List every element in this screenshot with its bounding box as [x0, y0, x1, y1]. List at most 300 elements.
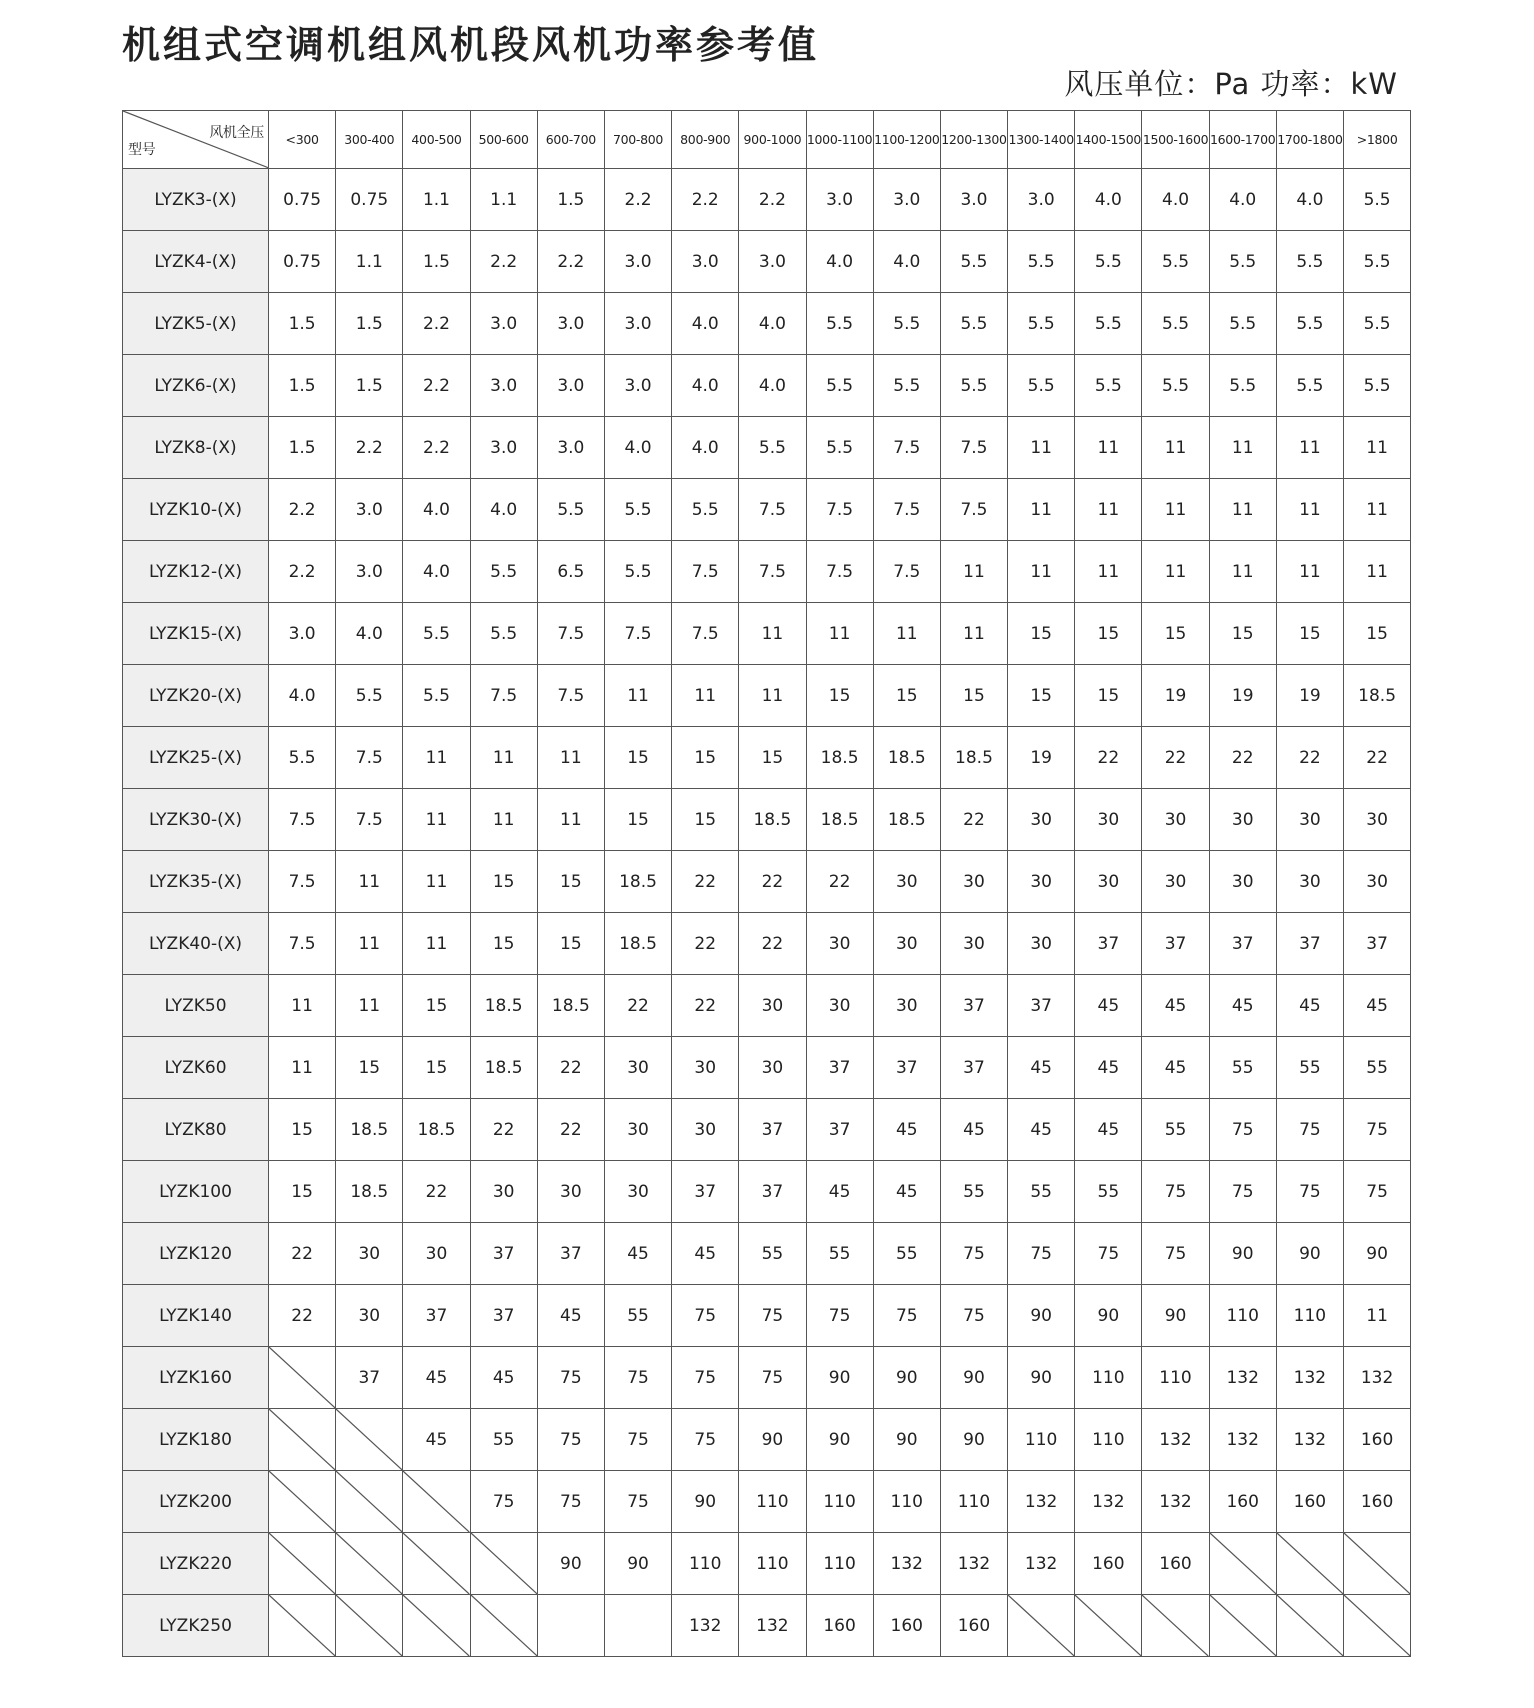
power-value-cell: 3.0	[470, 417, 537, 479]
model-cell: LYZK4-(X)	[123, 231, 269, 293]
power-value-cell: 1.5	[269, 417, 336, 479]
power-value-cell: 11	[604, 665, 671, 727]
not-applicable-diagonal	[1008, 1595, 1074, 1656]
power-value-cell: 45	[873, 1161, 940, 1223]
power-value-cell: 45	[1344, 975, 1411, 1037]
power-value-cell: 45	[1075, 975, 1142, 1037]
not-applicable-diagonal	[1210, 1595, 1276, 1656]
power-value-cell: 4.0	[806, 231, 873, 293]
not-applicable-diagonal	[1344, 1595, 1410, 1656]
power-value-cell: 5.5	[1209, 355, 1276, 417]
power-value-cell: 11	[403, 727, 470, 789]
power-value-cell: 110	[672, 1533, 739, 1595]
power-value-cell: 90	[1209, 1223, 1276, 1285]
power-value-cell: 5.5	[1142, 231, 1209, 293]
power-value-cell: 11	[739, 665, 806, 727]
power-value-cell: 3.0	[537, 417, 604, 479]
power-value-cell: 1.5	[336, 293, 403, 355]
power-value-cell: 7.5	[269, 851, 336, 913]
power-value-cell: 19	[1142, 665, 1209, 727]
power-value-cell: 55	[1142, 1099, 1209, 1161]
power-value-cell: 19	[1209, 665, 1276, 727]
not-applicable-cell	[470, 1533, 537, 1595]
power-value-cell: 4.0	[873, 231, 940, 293]
power-value-cell: 75	[1209, 1099, 1276, 1161]
power-value-cell: 132	[1008, 1471, 1075, 1533]
power-value-cell: 45	[1075, 1037, 1142, 1099]
power-value-cell: 18.5	[1344, 665, 1411, 727]
table-row	[123, 541, 1411, 603]
power-value-cell: 4.0	[470, 479, 537, 541]
power-value-cell: 75	[1142, 1161, 1209, 1223]
power-value-cell: 37	[336, 1347, 403, 1409]
power-value-cell: 110	[1075, 1409, 1142, 1471]
power-value-cell: 0.75	[269, 231, 336, 293]
power-value-cell: 132	[1142, 1409, 1209, 1471]
power-value-cell: 15	[403, 975, 470, 1037]
power-value-cell: 1.5	[269, 293, 336, 355]
power-value-cell: 3.0	[336, 541, 403, 603]
power-value-cell: 4.0	[672, 293, 739, 355]
table-row	[123, 851, 1411, 913]
power-value-cell: 18.5	[806, 727, 873, 789]
model-cell: LYZK30-(X)	[123, 789, 269, 851]
pressure-column-header: 1200-1300	[940, 111, 1007, 169]
table-row	[123, 1223, 1411, 1285]
not-applicable-diagonal	[336, 1533, 402, 1594]
power-value-cell: 5.5	[1142, 293, 1209, 355]
power-value-cell: 3.0	[672, 231, 739, 293]
fan-pressure-header-label: 风机全压	[209, 125, 264, 141]
power-value-cell: 22	[269, 1223, 336, 1285]
power-value-cell: 55	[604, 1285, 671, 1347]
not-applicable-cell	[1209, 1533, 1276, 1595]
power-value-cell: 7.5	[739, 479, 806, 541]
power-value-cell: 5.5	[269, 727, 336, 789]
power-value-cell: 15	[1142, 603, 1209, 665]
power-value-cell: 55	[1344, 1037, 1411, 1099]
power-value-cell: 45	[403, 1347, 470, 1409]
power-value-cell: 5.5	[672, 479, 739, 541]
power-value-cell: 45	[1142, 975, 1209, 1037]
power-value-cell: 18.5	[336, 1161, 403, 1223]
power-value-cell: 4.0	[672, 417, 739, 479]
power-value-cell: 45	[470, 1347, 537, 1409]
power-value-cell: 75	[604, 1409, 671, 1471]
table-row	[123, 1099, 1411, 1161]
power-value-cell: 45	[672, 1223, 739, 1285]
model-cell: LYZK250	[123, 1595, 269, 1657]
power-value-cell: 30	[336, 1223, 403, 1285]
model-cell: LYZK20-(X)	[123, 665, 269, 727]
power-value-cell: 2.2	[269, 479, 336, 541]
power-value-cell: 5.5	[940, 293, 1007, 355]
power-value-cell: 110	[739, 1471, 806, 1533]
power-value-cell: 5.5	[1008, 355, 1075, 417]
power-value-cell: 90	[873, 1347, 940, 1409]
power-value-cell: 4.0	[604, 417, 671, 479]
pressure-column-header: 1700-1800	[1276, 111, 1343, 169]
power-value-cell: 11	[1344, 541, 1411, 603]
power-value-cell: 30	[1142, 851, 1209, 913]
power-value-cell: 37	[1142, 913, 1209, 975]
table-row	[123, 479, 1411, 541]
power-value-cell: 110	[940, 1471, 1007, 1533]
power-value-cell: 110	[1276, 1285, 1343, 1347]
not-applicable-cell	[470, 1595, 537, 1657]
power-value-cell: 90	[1008, 1347, 1075, 1409]
power-value-cell: 75	[739, 1285, 806, 1347]
not-applicable-cell	[1344, 1595, 1411, 1657]
not-applicable-diagonal	[403, 1595, 469, 1656]
not-applicable-cell	[403, 1533, 470, 1595]
power-value-cell: 22	[672, 851, 739, 913]
power-value-cell: 22	[672, 913, 739, 975]
power-value-cell: 110	[1209, 1285, 1276, 1347]
power-value-cell: 5.5	[1008, 293, 1075, 355]
pressure-column-header: 1500-1600	[1142, 111, 1209, 169]
power-value-cell: 5.5	[806, 355, 873, 417]
power-value-cell: 2.2	[537, 231, 604, 293]
power-value-cell: 30	[806, 975, 873, 1037]
table-row	[123, 1037, 1411, 1099]
not-applicable-cell	[1276, 1595, 1343, 1657]
power-value-cell: 11	[1008, 541, 1075, 603]
power-value-cell: 75	[537, 1347, 604, 1409]
model-cell: LYZK120	[123, 1223, 269, 1285]
power-value-cell: 11	[269, 975, 336, 1037]
not-applicable-diagonal	[269, 1471, 335, 1532]
power-value-cell: 7.5	[672, 603, 739, 665]
fan-power-table-container	[122, 110, 1411, 1657]
power-value-cell: 75	[672, 1285, 739, 1347]
pressure-column-header: 500-600	[470, 111, 537, 169]
power-value-cell: 110	[1008, 1409, 1075, 1471]
power-value-cell: 22	[739, 851, 806, 913]
power-value-cell: 37	[1276, 913, 1343, 975]
power-value-cell: 22	[1142, 727, 1209, 789]
power-value-cell: 15	[604, 789, 671, 851]
power-value-cell: 22	[739, 913, 806, 975]
power-value-cell: 37	[873, 1037, 940, 1099]
power-value-cell: 19	[1008, 727, 1075, 789]
power-value-cell: 2.2	[336, 417, 403, 479]
power-value-cell: 15	[672, 789, 739, 851]
power-value-cell: 7.5	[537, 603, 604, 665]
power-value-cell: 75	[1344, 1099, 1411, 1161]
power-value-cell: 15	[1075, 665, 1142, 727]
model-cell: LYZK8-(X)	[123, 417, 269, 479]
power-value-cell: 30	[1008, 913, 1075, 975]
not-applicable-diagonal	[336, 1471, 402, 1532]
not-applicable-cell	[269, 1533, 336, 1595]
power-value-cell: 75	[672, 1409, 739, 1471]
power-value-cell: 7.5	[873, 479, 940, 541]
power-value-cell: 37	[806, 1099, 873, 1161]
power-value-cell: 2.2	[403, 417, 470, 479]
power-value-cell: 15	[269, 1099, 336, 1161]
power-value-cell: 37	[806, 1037, 873, 1099]
power-value-cell: 11	[1075, 479, 1142, 541]
power-value-cell: 5.5	[1008, 231, 1075, 293]
power-value-cell: 132	[1344, 1347, 1411, 1409]
power-value-cell: 7.5	[672, 541, 739, 603]
pressure-column-header: 800-900	[672, 111, 739, 169]
power-value-cell: 11	[403, 913, 470, 975]
power-value-cell: 11	[1142, 541, 1209, 603]
power-value-cell: 7.5	[873, 417, 940, 479]
power-value-cell: 5.5	[1344, 169, 1411, 231]
power-value-cell: 90	[1008, 1285, 1075, 1347]
pressure-column-header: 900-1000	[739, 111, 806, 169]
power-value-cell: 4.0	[1142, 169, 1209, 231]
power-value-cell: 1.5	[336, 355, 403, 417]
power-value-cell: 30	[739, 1037, 806, 1099]
power-value-cell: 30	[537, 1161, 604, 1223]
power-value-cell: 18.5	[470, 1037, 537, 1099]
power-value-cell: 4.0	[403, 541, 470, 603]
power-value-cell: 15	[806, 665, 873, 727]
power-value-cell: 11	[1209, 479, 1276, 541]
power-value-cell: 22	[1344, 727, 1411, 789]
pressure-column-header: 700-800	[604, 111, 671, 169]
power-value-cell: 55	[739, 1223, 806, 1285]
power-value-cell: 5.5	[1276, 355, 1343, 417]
not-applicable-cell	[269, 1347, 336, 1409]
power-value-cell: 18.5	[537, 975, 604, 1037]
not-applicable-cell	[336, 1533, 403, 1595]
power-value-cell: 132	[940, 1533, 1007, 1595]
power-value-cell: 30	[1209, 789, 1276, 851]
power-value-cell: 45	[537, 1285, 604, 1347]
power-value-cell: 15	[1209, 603, 1276, 665]
table-row	[123, 1347, 1411, 1409]
model-header-label: 型号	[128, 142, 156, 158]
power-value-cell: 55	[1008, 1161, 1075, 1223]
power-value-cell: 11	[336, 913, 403, 975]
table-row	[123, 1595, 1411, 1657]
power-value-cell: 30	[672, 1099, 739, 1161]
model-cell: LYZK60	[123, 1037, 269, 1099]
power-value-cell: 132	[1142, 1471, 1209, 1533]
power-value-cell: 75	[1075, 1223, 1142, 1285]
model-cell: LYZK40-(X)	[123, 913, 269, 975]
power-value-cell: 2.2	[672, 169, 739, 231]
power-value-cell: 2.2	[403, 293, 470, 355]
power-value-cell: 6.5	[537, 541, 604, 603]
power-value-cell: 4.0	[403, 479, 470, 541]
model-cell: LYZK35-(X)	[123, 851, 269, 913]
power-value-cell: 45	[806, 1161, 873, 1223]
power-value-cell: 2.2	[470, 231, 537, 293]
power-value-cell: 22	[806, 851, 873, 913]
model-cell: LYZK25-(X)	[123, 727, 269, 789]
model-cell: LYZK6-(X)	[123, 355, 269, 417]
power-value-cell: 3.0	[470, 293, 537, 355]
model-cell: LYZK200	[123, 1471, 269, 1533]
power-value-cell: 5.5	[1344, 293, 1411, 355]
power-value-cell: 37	[1209, 913, 1276, 975]
power-value-cell: 11	[940, 603, 1007, 665]
page-title: 机组式空调机组风机段风机功率参考值	[122, 23, 820, 67]
power-value-cell: 15	[1008, 603, 1075, 665]
power-value-cell: 2.2	[403, 355, 470, 417]
pressure-column-header: 1000-1100	[806, 111, 873, 169]
power-value-cell: 3.0	[873, 169, 940, 231]
pressure-column-header: <300	[269, 111, 336, 169]
power-value-cell: 45	[403, 1409, 470, 1471]
model-cell: LYZK10-(X)	[123, 479, 269, 541]
power-value-cell: 7.5	[537, 665, 604, 727]
power-value-cell: 132	[672, 1595, 739, 1657]
not-applicable-diagonal	[471, 1595, 537, 1656]
power-value-cell: 75	[1209, 1161, 1276, 1223]
power-value-cell: 18.5	[604, 851, 671, 913]
power-value-cell: 90	[1075, 1285, 1142, 1347]
power-value-cell: 30	[672, 1037, 739, 1099]
power-value-cell: 30	[470, 1161, 537, 1223]
power-value-cell: 18.5	[940, 727, 1007, 789]
corner-header-cell	[123, 111, 269, 169]
power-value-cell: 11	[1276, 541, 1343, 603]
power-value-cell: 30	[1008, 851, 1075, 913]
power-value-cell: 5.5	[1276, 293, 1343, 355]
power-value-cell: 37	[940, 975, 1007, 1037]
power-value-cell: 22	[470, 1099, 537, 1161]
power-value-cell: 110	[1075, 1347, 1142, 1409]
power-value-cell: 90	[537, 1533, 604, 1595]
model-cell: LYZK80	[123, 1099, 269, 1161]
power-value-cell: 37	[470, 1223, 537, 1285]
power-value-cell: 2.2	[739, 169, 806, 231]
power-value-cell: 15	[1276, 603, 1343, 665]
not-applicable-cell	[269, 1471, 336, 1533]
power-value-cell: 11	[1276, 479, 1343, 541]
power-value-cell: 160	[1075, 1533, 1142, 1595]
power-value-cell: 11	[1142, 417, 1209, 479]
power-value-cell: 30	[1142, 789, 1209, 851]
power-value-cell: 30	[940, 913, 1007, 975]
power-value-cell: 5.5	[470, 541, 537, 603]
not-applicable-diagonal	[471, 1533, 537, 1594]
empty-cell	[537, 1595, 604, 1657]
power-value-cell: 132	[1276, 1409, 1343, 1471]
power-value-cell: 3.0	[739, 231, 806, 293]
table-row	[123, 355, 1411, 417]
power-value-cell: 5.5	[1344, 355, 1411, 417]
power-value-cell: 15	[739, 727, 806, 789]
power-value-cell: 75	[1008, 1223, 1075, 1285]
power-value-cell: 11	[537, 789, 604, 851]
power-value-cell: 5.5	[1075, 293, 1142, 355]
table-row	[123, 913, 1411, 975]
not-applicable-diagonal	[403, 1471, 469, 1532]
power-value-cell: 0.75	[336, 169, 403, 231]
power-value-cell: 37	[739, 1161, 806, 1223]
power-value-cell: 11	[1344, 479, 1411, 541]
power-value-cell: 22	[940, 789, 1007, 851]
power-value-cell: 15	[537, 851, 604, 913]
not-applicable-diagonal	[269, 1409, 335, 1470]
table-row	[123, 169, 1411, 231]
power-value-cell: 37	[672, 1161, 739, 1223]
power-value-cell: 132	[739, 1595, 806, 1657]
table-row	[123, 1285, 1411, 1347]
power-value-cell: 7.5	[739, 541, 806, 603]
power-value-cell: 90	[806, 1347, 873, 1409]
power-value-cell: 110	[806, 1533, 873, 1595]
power-value-cell: 2.2	[269, 541, 336, 603]
power-value-cell: 5.5	[1142, 355, 1209, 417]
pressure-column-header: 1100-1200	[873, 111, 940, 169]
power-value-cell: 1.5	[403, 231, 470, 293]
power-value-cell: 132	[1008, 1533, 1075, 1595]
power-value-cell: 5.5	[1276, 231, 1343, 293]
power-value-cell: 11	[1209, 541, 1276, 603]
power-value-cell: 5.5	[940, 231, 1007, 293]
power-value-cell: 7.5	[806, 479, 873, 541]
power-value-cell: 160	[873, 1595, 940, 1657]
power-value-cell: 55	[806, 1223, 873, 1285]
power-value-cell: 22	[1209, 727, 1276, 789]
power-value-cell: 30	[806, 913, 873, 975]
power-value-cell: 15	[537, 913, 604, 975]
power-value-cell: 45	[1142, 1037, 1209, 1099]
power-value-cell: 11	[873, 603, 940, 665]
power-value-cell: 11	[1209, 417, 1276, 479]
power-value-cell: 5.5	[1209, 293, 1276, 355]
power-value-cell: 160	[806, 1595, 873, 1657]
power-value-cell: 18.5	[604, 913, 671, 975]
power-value-cell: 11	[672, 665, 739, 727]
power-value-cell: 5.5	[1075, 355, 1142, 417]
table-row	[123, 1471, 1411, 1533]
power-value-cell: 75	[470, 1471, 537, 1533]
power-value-cell: 1.1	[403, 169, 470, 231]
model-cell: LYZK140	[123, 1285, 269, 1347]
not-applicable-cell	[403, 1595, 470, 1657]
power-value-cell: 30	[873, 913, 940, 975]
fan-power-table	[122, 110, 1411, 1657]
pressure-column-header: 1300-1400	[1008, 111, 1075, 169]
power-value-cell: 11	[1142, 479, 1209, 541]
power-value-cell: 18.5	[403, 1099, 470, 1161]
pressure-column-header: 400-500	[403, 111, 470, 169]
power-value-cell: 5.5	[940, 355, 1007, 417]
power-value-cell: 45	[1008, 1037, 1075, 1099]
power-value-cell: 37	[470, 1285, 537, 1347]
power-value-cell: 45	[1276, 975, 1343, 1037]
power-value-cell: 11	[806, 603, 873, 665]
power-value-cell: 11	[537, 727, 604, 789]
power-value-cell: 18.5	[470, 975, 537, 1037]
power-value-cell: 75	[604, 1347, 671, 1409]
power-value-cell: 5.5	[470, 603, 537, 665]
not-applicable-cell	[336, 1471, 403, 1533]
power-value-cell: 4.0	[1209, 169, 1276, 231]
not-applicable-diagonal	[403, 1533, 469, 1594]
power-value-cell: 11	[940, 541, 1007, 603]
power-value-cell: 11	[1344, 417, 1411, 479]
power-value-cell: 3.0	[604, 355, 671, 417]
power-value-cell: 7.5	[269, 789, 336, 851]
table-header-row	[123, 111, 1411, 169]
power-value-cell: 3.0	[269, 603, 336, 665]
not-applicable-cell	[1209, 1595, 1276, 1657]
power-value-cell: 75	[806, 1285, 873, 1347]
power-value-cell: 15	[672, 727, 739, 789]
table-row	[123, 603, 1411, 665]
